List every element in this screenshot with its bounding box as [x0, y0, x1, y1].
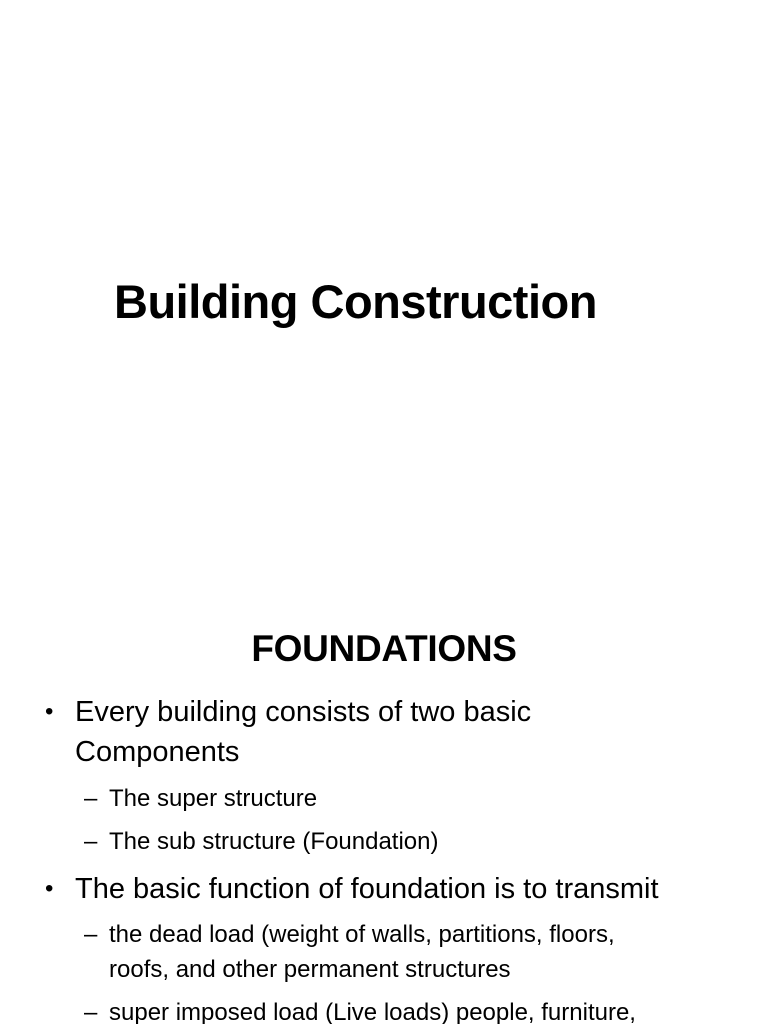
bullet-text — [75, 692, 745, 772]
slide-title: Building Construction — [114, 275, 597, 328]
bullet-item-function — [0, 869, 768, 909]
dash-marker: – — [84, 828, 98, 855]
sub-item-text: super imposed load (Live loads) people, furniture, — [109, 999, 636, 1024]
sub-item-live-load — [0, 995, 768, 1024]
sub-item-line: roofs, and other permanent structures — [109, 956, 511, 983]
bullet-text — [75, 869, 745, 909]
dash-marker: – — [84, 921, 98, 948]
section-heading: FOUNDATIONS — [251, 628, 517, 669]
sub-item-line: the dead load (weight of walls, partitions, floors, — [109, 921, 615, 948]
sub-item-dead-load — [0, 917, 768, 987]
sub-item-super-structure — [0, 781, 768, 816]
dash-marker: – — [84, 999, 98, 1024]
bullet-line: Every building consists of two basic — [75, 696, 532, 728]
bullet-line: The basic function of foundation is to transmit — [75, 873, 659, 905]
bullet-item-components — [0, 692, 768, 772]
bullet-line: Components — [75, 736, 240, 768]
dash-marker: – — [84, 785, 98, 812]
sub-item-text — [109, 917, 749, 987]
sub-item-text: The sub structure (Foundation) — [109, 828, 439, 855]
sub-item-text: The super structure — [109, 785, 318, 812]
bullet-marker: • — [45, 698, 54, 725]
sub-item-sub-structure — [0, 824, 768, 859]
bullet-marker: • — [45, 875, 54, 902]
